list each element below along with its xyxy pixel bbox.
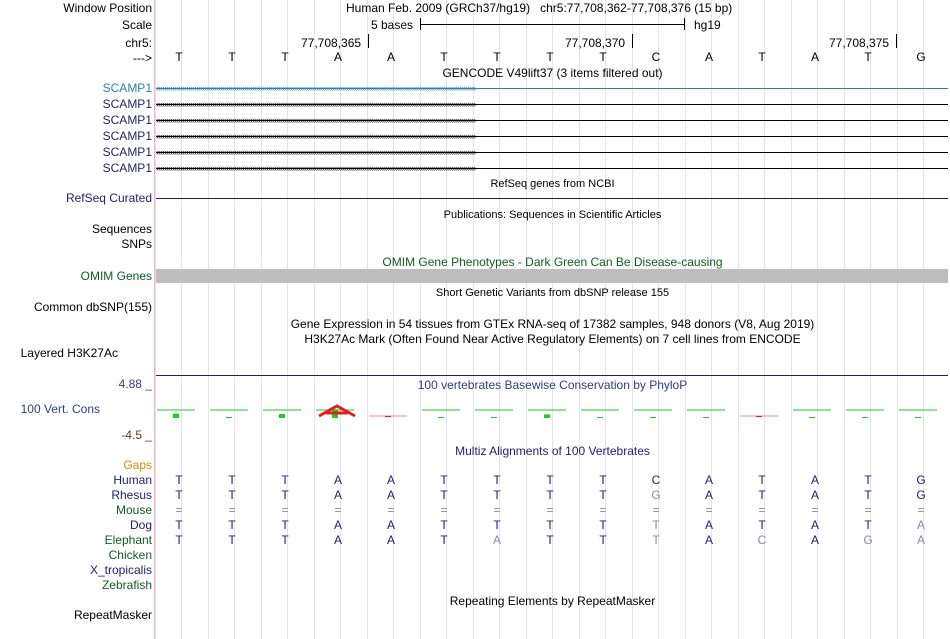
aligned-base: G — [863, 533, 873, 547]
aligned-base: T — [228, 533, 236, 547]
gencode-track-title: GENCODE V49lift37 (3 items filtered out) — [442, 66, 663, 80]
aligned-base: T — [493, 518, 501, 532]
aligned-base: A — [704, 488, 713, 502]
aligned-base: G — [651, 488, 661, 502]
base-letter: T — [758, 50, 766, 64]
aligned-base: A — [916, 518, 925, 532]
aligned-base: A — [704, 518, 713, 532]
aligned-base: T — [228, 518, 236, 532]
aligned-base: C — [651, 473, 661, 487]
gencode-item-label[interactable]: SCAMP1 — [102, 81, 152, 95]
base-letter: T — [228, 50, 236, 64]
aligned-base: T — [758, 518, 766, 532]
cons-max-label: 4.88 _ — [118, 377, 152, 391]
aligned-base: = — [599, 503, 607, 517]
base-letter: T — [440, 50, 448, 64]
base-letter: T — [599, 50, 607, 64]
aligned-base: G — [916, 488, 926, 502]
h3k27ac-track-label[interactable]: Layered H3K27Ac — [20, 346, 118, 360]
aligned-base: = — [175, 503, 183, 517]
base-letter: G — [916, 50, 926, 64]
gencode-item-feature[interactable]: ›››››››››››››››››››››››››››››››››››››››››››››››››››››››››››››››››››››››››››››››››››››››››››››››››››››››››››››››››››››››››››››››››››››››››››››››››››››››››››››››› — [156, 84, 948, 93]
sequences-track-label[interactable]: Sequences — [91, 222, 152, 236]
aligned-base: T — [546, 473, 554, 487]
cons-bar — [915, 417, 921, 418]
aligned-base: T — [758, 473, 766, 487]
species-label[interactable]: X_tropicalis — [89, 563, 152, 577]
base-letter: T — [175, 50, 183, 64]
base-letter: T — [546, 50, 554, 64]
species-label[interactable]: Human — [113, 473, 152, 487]
aligned-base: A — [333, 518, 342, 532]
coord-tick-2 — [632, 34, 633, 48]
base-letter: T — [281, 50, 289, 64]
base-letter: A — [386, 50, 395, 64]
publications-track-title: Publications: Sequences in Scientific Articles — [443, 209, 662, 221]
cons-bar — [491, 417, 497, 418]
aligned-base: A — [386, 518, 395, 532]
aligned-base: T — [652, 518, 660, 532]
chrom-label: chr5: — [125, 36, 152, 50]
window-position-value[interactable]: Human Feb. 2009 (GRCh37/hg19) chr5:77,708,362-77,708,376 (15 bp) — [346, 1, 733, 15]
aligned-base: T — [758, 488, 766, 502]
strand-label: ---> — [133, 51, 152, 65]
aligned-base: T — [440, 533, 448, 547]
aligned-base: T — [599, 473, 607, 487]
coord-tick-3 — [896, 34, 897, 48]
aligned-base: A — [333, 533, 342, 547]
cons-track-title: 100 vertebrates Basewise Conservation by PhyloP — [417, 378, 688, 392]
cons-plot[interactable] — [156, 400, 948, 424]
base-letter: T — [864, 50, 872, 64]
aligned-base: T — [546, 488, 554, 502]
aligned-base: A — [704, 473, 713, 487]
cons-bar — [650, 417, 656, 418]
aligned-base: G — [916, 473, 926, 487]
cons-bar — [544, 414, 550, 418]
refseq-track-title: RefSeq genes from NCBI — [490, 178, 615, 190]
gencode-item-feature[interactable]: ›››››››››››››››››››››››››››››››››››››››››››››››››››››››››››››››››››››››››››››››››››››››››››››››››››››››››››››››››››››››››››››››››››››››››››››››››››››››››››››››› — [156, 116, 948, 125]
omim-track-title: OMIM Gene Phenotypes - Dark Green Can Be Disease-causing — [382, 255, 723, 269]
aligned-base: A — [704, 533, 713, 547]
species-label[interactable]: Mouse — [115, 503, 152, 517]
aligned-base: T — [440, 473, 448, 487]
aligned-base: T — [228, 473, 236, 487]
cons-bar — [703, 417, 709, 418]
aligned-base: A — [810, 518, 819, 532]
cons-bar — [438, 417, 444, 418]
aligned-base: T — [599, 533, 607, 547]
gencode-item-feature[interactable]: ›››››››››››››››››››››››››››››››››››››››››››››››››››››››››››››››››››››››››››››››››››››››››››››››››››››››››››››››››››››››››››››››››››››››››››››››››››››››››››››››› — [156, 148, 948, 157]
gencode-item-label[interactable]: SCAMP1 — [102, 113, 152, 127]
coord-tick-1 — [368, 34, 369, 48]
base-letter: C — [651, 50, 661, 64]
cons-bar — [862, 417, 868, 418]
repeatmasker-track-title: Repeating Elements by RepeatMasker — [449, 594, 656, 608]
aligned-base: A — [386, 473, 395, 487]
aligned-base: = — [493, 503, 501, 517]
aligned-base: A — [492, 533, 501, 547]
coord-3: 77,708,375 — [829, 36, 890, 50]
aligned-base: T — [281, 533, 289, 547]
repeatmasker-track-label[interactable]: RepeatMasker — [73, 608, 152, 622]
aligned-base: A — [810, 533, 819, 547]
base-letter: T — [493, 50, 501, 64]
cons-bar — [173, 414, 179, 418]
dbsnp-track-label[interactable]: Common dbSNP(155) — [33, 300, 152, 314]
aligned-base: T — [546, 533, 554, 547]
aligned-base: = — [917, 503, 925, 517]
aligned-base: A — [386, 533, 395, 547]
aligned-base: T — [652, 533, 660, 547]
gencode-item-feature[interactable]: ›››››››››››››››››››››››››››››››››››››››››››››››››››››››››››››››››››››››››››››››››››››››››››››››››››››››››››››››››››››››››››››››››››››››››››››››››››››››››››››››› — [156, 164, 948, 173]
aligned-base: A — [810, 488, 819, 502]
aligned-base: T — [228, 488, 236, 502]
gencode-item-label[interactable]: SCAMP1 — [102, 129, 152, 143]
refseq-track-label[interactable]: RefSeq Curated — [65, 191, 152, 205]
aligned-base: T — [281, 473, 289, 487]
cons-bar — [809, 417, 815, 418]
aligned-base: A — [333, 473, 342, 487]
cons-track-label[interactable]: 100 Vert. Cons — [20, 402, 100, 416]
aligned-base: = — [811, 503, 819, 517]
base-letter: A — [810, 50, 819, 64]
aligned-base: = — [546, 503, 554, 517]
h3k27ac-track-title: H3K27Ac Mark (Often Found Near Active Regulatory Elements) on 7 cell lines from ENCODE — [304, 332, 801, 346]
aligned-base: T — [440, 518, 448, 532]
species-label[interactable]: Zebrafish — [101, 578, 152, 592]
aligned-base: A — [810, 473, 819, 487]
aligned-base: T — [440, 488, 448, 502]
aligned-base: T — [864, 488, 872, 502]
aligned-base: T — [175, 518, 183, 532]
aligned-base: T — [546, 518, 554, 532]
omim-gene-bar[interactable] — [156, 269, 948, 283]
multiz-track-title: Multiz Alignments of 100 Vertebrates — [455, 444, 650, 458]
scale-assembly: hg19 — [694, 18, 721, 32]
aligned-base: = — [758, 503, 766, 517]
gencode-item-feature[interactable]: ›››››››››››››››››››››››››››››››››››››››››››››››››››››››››››››››››››››››››››››››››››››››››››››››››››››››››››››››››››››››››››››››››››››››››››››››››››››››››››››››› — [156, 132, 948, 141]
species-label[interactable]: Elephant — [104, 533, 152, 547]
aligned-base: T — [864, 473, 872, 487]
species-label[interactable]: Chicken — [108, 548, 152, 562]
species-label[interactable]: Dog — [129, 518, 152, 532]
aligned-base: = — [281, 503, 289, 517]
aligned-base: T — [864, 518, 872, 532]
aligned-base: T — [175, 488, 183, 502]
gencode-item-label[interactable]: SCAMP1 — [102, 161, 152, 175]
aligned-base: = — [228, 503, 236, 517]
gtex-track-title: Gene Expression in 54 tissues from GTEx RNA-seq of 17382 samples, 948 donors (V8, Aug 2019) — [290, 317, 815, 331]
refseq-gene-line[interactable] — [156, 198, 948, 199]
dbsnp-track-title: Short Genetic Variants from dbSNP release 155 — [435, 287, 670, 299]
base-letter: A — [704, 50, 713, 64]
gencode-item-label[interactable]: SCAMP1 — [102, 145, 152, 159]
coord-1: 77,708,365 — [301, 36, 362, 50]
gaps-label[interactable]: Gaps — [123, 458, 152, 472]
aligned-base: C — [757, 533, 767, 547]
cons-bar — [226, 417, 232, 418]
snps-track-label[interactable]: SNPs — [121, 237, 152, 251]
cons-bar — [279, 414, 285, 418]
base-letter: A — [333, 50, 342, 64]
aligned-base: = — [705, 503, 713, 517]
aligned-base: T — [281, 488, 289, 502]
gencode-item-label[interactable]: SCAMP1 — [102, 97, 152, 111]
window-position-label: Window Position — [63, 1, 152, 15]
aligned-base: = — [387, 503, 395, 517]
aligned-base: T — [599, 488, 607, 502]
aligned-base: A — [916, 533, 925, 547]
aligned-base: A — [333, 488, 342, 502]
gencode-item-feature[interactable]: ›››››››››››››››››››››››››››››››››››››››››››››››››››››››››››››››››››››››››››››››››››››››››››››››››››››››››››››››››››››››››››››››››››››››››››››››››››››››››››››››› — [156, 100, 948, 109]
aligned-base: T — [493, 473, 501, 487]
aligned-base: T — [175, 533, 183, 547]
h3k27ac-baseline — [156, 375, 948, 376]
aligned-base: = — [652, 503, 660, 517]
species-label[interactable]: Rhesus — [111, 488, 152, 502]
aligned-base: = — [334, 503, 342, 517]
aligned-base: = — [440, 503, 448, 517]
aligned-base: T — [493, 488, 501, 502]
aligned-base: T — [599, 518, 607, 532]
scale-value: 5 bases — [371, 18, 414, 32]
scale-label: Scale — [121, 18, 152, 32]
omim-track-label[interactable]: OMIM Genes — [80, 269, 152, 283]
aligned-base: A — [386, 488, 395, 502]
cons-min-label: -4.5 _ — [121, 428, 152, 442]
aligned-base: = — [864, 503, 872, 517]
aligned-base: T — [281, 518, 289, 532]
aligned-base: T — [175, 473, 183, 487]
cons-bar — [597, 417, 603, 418]
coord-2: 77,708,370 — [565, 36, 626, 50]
